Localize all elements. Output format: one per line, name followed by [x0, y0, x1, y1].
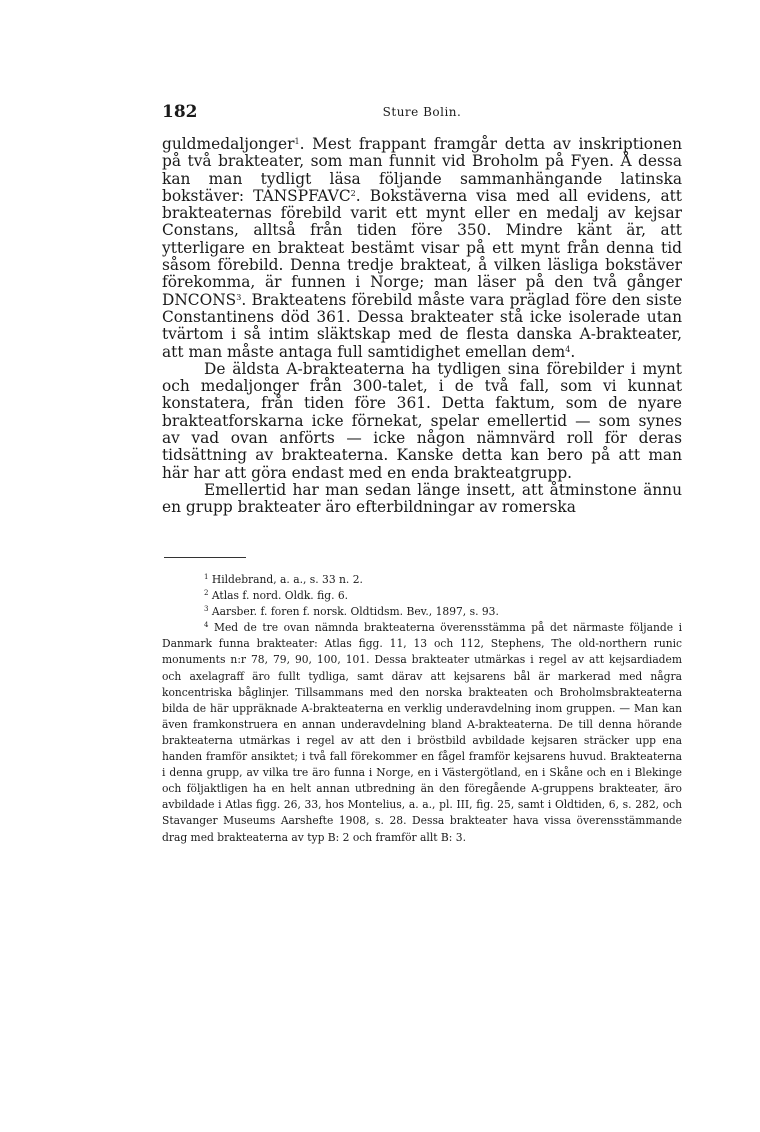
- footnote-divider: [164, 557, 246, 558]
- footnote-text-2: Atlas f. nord. Oldk. fig. 6.: [211, 589, 349, 603]
- paragraph-1-text-b: . Mest frappant framgår detta av inskriptionen på två brakteater, som man funnit vid Broholm på Fyen. Å dessa kan man tydligt läsa följande sammanhängande latinska bokstäver: TANSPFAVC: [162, 135, 682, 205]
- paragraph-1-text-c: . Bokstäverna visa med all evidens, att brakteaternas förebild varit ett mynt eller en medalj av kejsar Constans, alltså från tiden före 350. Mindre känt är, att ytterligare en brakteat bestämt visar på ett mynt från denna tid såsom förebild. Denna tredje brakteat, å vilken läsliga bokstäver förekomma, är funnen i Norge; man läser på den två gånger DNCONS: [162, 186, 682, 309]
- footnote-4: [162, 620, 682, 845]
- footnote-ref-3: 3: [236, 292, 242, 302]
- footnotes: [162, 572, 682, 846]
- footnote-ref-1: 1: [294, 137, 300, 146]
- page-number: 182: [162, 102, 198, 122]
- footnote-ref-2: 2: [350, 188, 356, 198]
- paragraph-1-text-d: . Brakteatens förebild måste vara präglad före den siste Constantinens död 361. Dessa brakteater stå icke isolerade utan tvärtom i så intim släktskap med de flesta danska A-brakteater, att man måste antaga full samtidighet emellan dem: [162, 290, 682, 361]
- footnote-3: [162, 604, 682, 620]
- page-header: [162, 102, 682, 126]
- footnote-mark-4: 4: [204, 621, 209, 630]
- running-head: Sture Bolin.: [382, 105, 462, 119]
- paragraph-1-text-a: guldmedaljonger: [162, 135, 295, 153]
- paragraph-1-text-e: .: [570, 342, 576, 361]
- footnote-text-1: Hildebrand, a. a., s. 33 n. 2.: [211, 573, 363, 586]
- footnote-mark-1: 1: [204, 573, 209, 581]
- footnote-text-3: Aarsber. f. foren f. norsk. Oldtidsm. Bev., 1897, s. 93.: [211, 605, 499, 619]
- footnote-2: [162, 588, 682, 604]
- footnote-mark-2: 2: [204, 589, 209, 598]
- footnote-text-4: Med de tre ovan nämnda brakteaterna överensstämma på det närmaste följande i Danmark funna brakteater: Atlas figg. 11, 13 och 112, Stephens, The old-northern runic monuments n:r 78, 79, 90, 100, 101. Dessa brakteater utmärkas i regel av att kejsardiadem och axelagraff äro fullt tydliga, samt därav att kejsarens bål är markerad med några koncentriska båglinjer. Tillsammans med den norska brakteaten och Broholmsbrakteaterna bilda de här uppräknade A-brakteaterna en verklig underavdelning inom gruppen. — Man kan även framkonstruera en annan underavdelning bland A-brakteaterna. De till denna hörande brakteaterna utmärkas i regel av att den i bröstbild avbildade kejsaren sträcker upp ena handen framför ansiktet; i två fall förekommer en fågel framför kejsarens huvud. Brakteaterna i denna grupp, av vilka tre äro funna i Norge, en i Västergötland, en i Skåne och en i Blekinge och följaktligen ha en helt annan utbredning än den föregående A-gruppens brakteater, äro avbildade i Atlas figg. 26, 33, hos Montelius, a. a., pl. III, fig. 25, samt i Oldtiden, 6, s. 282, och Stavanger Museums Aarshefte 1908, s. 28. Dessa brakteater hava vissa överensstämmande drag med brakteaterna av typ B: 2 och framför allt B: 3.: [162, 621, 682, 844]
- paragraph-1: [162, 136, 682, 361]
- footnote-mark-3: 3: [204, 605, 209, 614]
- footnote-1: [162, 572, 682, 588]
- paragraph-2: De äldsta A-brakteaterna ha tydligen sina förebilder i mynt och medaljonger från 300-talet, i de två fall, som vi kunnat konstatera, från tiden före 361. Detta faktum, som de nyare brakteatforskarna icke förnekat, spelar emellertid — som synes av vad ovan anförts — icke någon nämnvärd roll för deras tidsättning av brakteaterna. Kanske detta kan bero på att man här har att göra endast med en enda brakteatgrupp.: [162, 359, 682, 482]
- footnote-ref-4: 4: [565, 344, 571, 354]
- body-text: [162, 136, 682, 517]
- paragraph-3: Emellertid har man sedan länge insett, att åtminstone ännu en grupp brakteater äro efterbildningar av romerska: [162, 480, 682, 517]
